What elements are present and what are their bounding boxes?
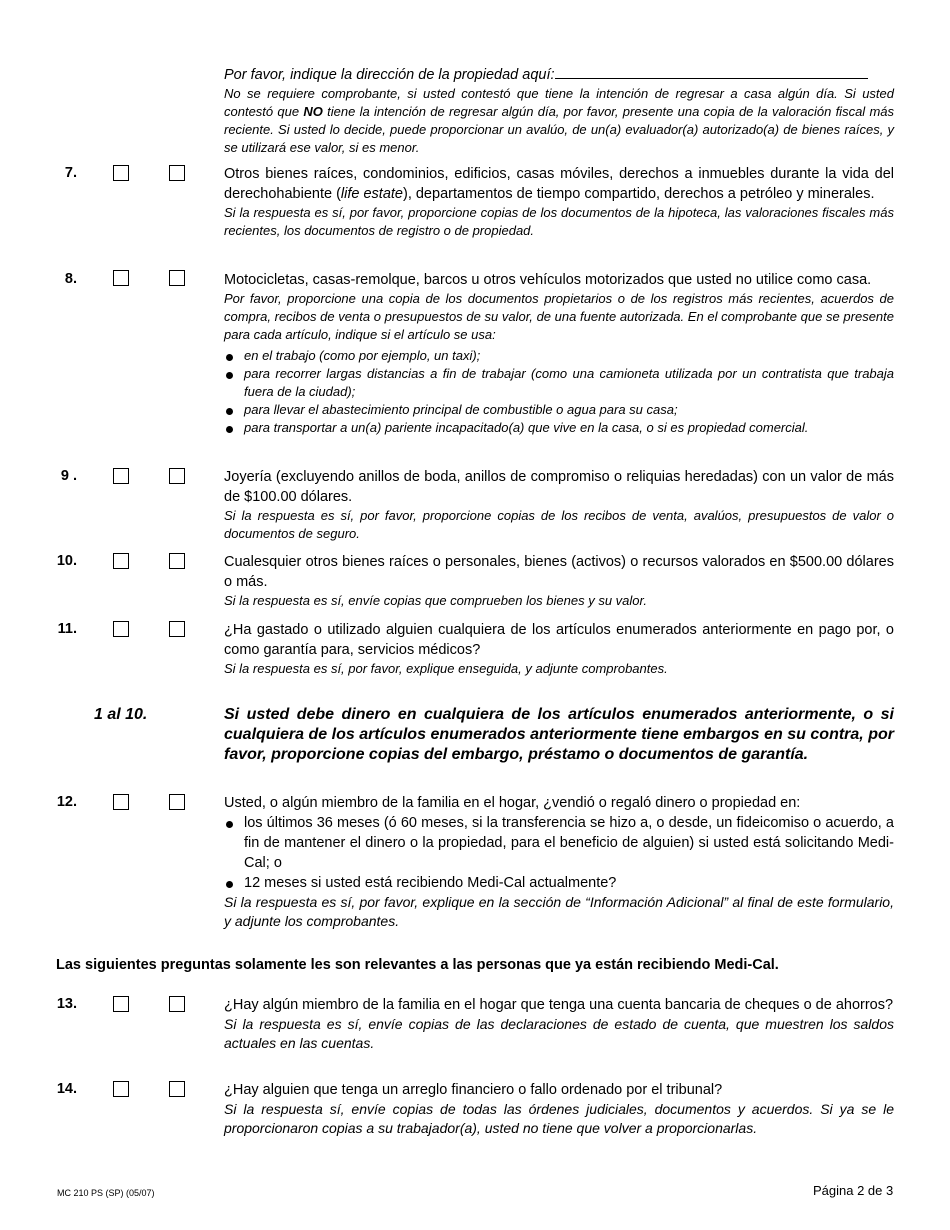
question-9 [224,467,894,543]
question-7-text: Otros bienes raíces, condominios, edificios, casas móviles, derechos a inmuebles durante la vida del derechohabiente (life estate), departamentos de tiempo compartido, derechos a petróleo y minerales. [224,166,894,202]
question-13-yes-checkbox[interactable] [113,996,129,1012]
question-11 [224,620,894,678]
question-12-number: 12. [56,794,77,810]
question-8-yes-checkbox[interactable] [113,270,129,286]
question-12-yes-checkbox[interactable] [113,794,129,810]
question-12-text: Usted, o algún miembro de la familia en el hogar, ¿vendió o regaló dinero o propiedad en: [224,795,801,811]
question-10-yes-checkbox[interactable] [113,553,129,569]
question-12-bullets [224,813,894,893]
question-14-number: 14. [56,1081,77,1097]
question-14 [224,1080,894,1138]
question-8-text: Motocicletas, casas-remolque, barcos u otros vehículos motorizados que usted no utilice como casa. [224,272,872,288]
question-10-no-checkbox[interactable] [169,553,185,569]
question-14-note: Si la respuesta sí, envíe copias de todas las órdenes judiciales, documentos y acuerdos. Si ya se le proporcionaron copias a su trabajador(a), usted no tiene que volver a proporcionarlas. [224,1101,894,1136]
question-7-yes-checkbox[interactable] [113,165,129,181]
range-label: 1 al 10. [94,706,148,723]
page-number: Página 2 de 3 [813,1183,894,1198]
question-11-no-checkbox[interactable] [169,621,185,637]
address-label: Por favor, indique la dirección de la propiedad aquí: [224,67,555,83]
section-heading: Las siguientes preguntas solamente les son relevantes a las personas que ya están recibiendo Medi-Cal. [56,957,779,973]
question-9-note: Si la respuesta es sí, por favor, proporcione copias de los recibos de venta, avalúos, presupuestos de valor o documentos de seguro. [224,508,894,541]
question-10 [224,552,894,610]
address-note: No se requiere comprobante, si usted contestó que tiene la intención de regresar a casa algún día. Si usted contestó que NO tiene la intención de regresar algún día, por favor, presente una copia de la valoración fiscal más reciente. Si usted lo decide, puede proporcionar un avalúo, de un(a) evaluador(a) autorizado(a) de bienes raíces, y se utilizará ese valor, si es menor. [224,86,895,155]
list-item: en el trabajo (como por ejemplo, un taxi); [224,347,894,365]
question-8-no-checkbox[interactable] [169,270,185,286]
question-12 [224,793,894,931]
question-8-bullets [224,347,894,437]
list-item: para llevar el abastecimiento principal de combustible o agua para su casa; [224,401,894,419]
question-12-no-checkbox[interactable] [169,794,185,810]
question-11-yes-checkbox[interactable] [113,621,129,637]
question-13-note: Si la respuesta es sí, envíe copias de las declaraciones de estado de cuenta, que muestren los saldos actuales en las cuentas. [224,1016,894,1051]
question-11-number: 11. [57,621,77,637]
question-7-no-checkbox[interactable] [169,165,185,181]
question-14-yes-checkbox[interactable] [113,1081,129,1097]
question-10-text: Cualesquier otros bienes raíces o personales, bienes (activos) o recursos valorados en $500.00 dólares o más. [224,554,894,590]
question-7 [224,164,894,240]
question-14-no-checkbox[interactable] [169,1081,185,1097]
question-9-no-checkbox[interactable] [169,468,185,484]
question-8-note: Por favor, proporcione una copia de los documentos propietarios o de los registros más recientes, acuerdos de compra, recibos de venta o presupuestos de su valor, de una fuente autorizada. En el comprobante que se presente para cada artículo, indique si el artículo se usa: [224,291,894,342]
question-13-number: 13. [56,996,77,1012]
question-10-number: 10. [56,553,77,569]
question-7-number: 7. [64,165,77,181]
list-item: 12 meses si usted está recibiendo Medi-Cal actualmente? [224,873,894,893]
question-9-number: 9 . [60,468,77,484]
question-9-text: Joyería (excluyendo anillos de boda, anillos de compromiso o reliquias heredadas) con un valor de más de $100.00 dólares. [224,469,894,505]
list-item: los últimos 36 meses (ó 60 meses, si la transferencia se hizo a, o desde, un fideicomiso o acuerdo, a fin de mantener el dinero o la propiedad, para el beneficio de alguien) si usted está solicitando Medi-Cal; o [224,813,894,873]
form-id: MC 210 PS (SP) (05/07) [57,1188,155,1198]
question-11-note: Si la respuesta es sí, por favor, explique enseguida, y adjunte comprobantes. [224,661,668,676]
question-12-note: Si la respuesta es sí, por favor, explique en la sección de “Información Adicional” al final de este formulario, y adjunte los comprobantes. [224,894,894,929]
question-10-note: Si la respuesta es sí, envíe copias que comprueben los bienes y su valor. [224,593,647,608]
question-13-no-checkbox[interactable] [169,996,185,1012]
question-8-number: 8. [64,271,77,287]
question-7-note: Si la respuesta es sí, por favor, proporcione copias de los documentos de la hipoteca, las valoraciones fiscales más recientes, los documentos de registro o de propiedad. [224,205,894,238]
question-13-text: ¿Hay algún miembro de la familia en el hogar que tenga una cuenta bancaria de cheques o de ahorros? [224,997,894,1013]
question-9-yes-checkbox[interactable] [113,468,129,484]
list-item: para recorrer largas distancias a fin de trabajar (como una camioneta utilizada por un contratista que trabaja fuera de la ciudad); [224,365,894,401]
range-text: Si usted debe dinero en cualquiera de los artículos enumerados anteriormente, o si cualquiera de los artículos enumerados anteriormente tiene embargos en su contra, por favor, proporcione copias del embargo, préstamo o documentos de garantía. [224,706,894,763]
question-11-text: ¿Ha gastado o utilizado alguien cualquiera de los artículos enumerados anteriormente en pago por, o como garantía para, servicios médicos? [224,622,894,658]
address-blank-line[interactable] [555,64,868,79]
address-prompt [224,64,894,83]
question-13 [224,995,894,1053]
list-item: para transportar a un(a) pariente incapacitado(a) que vive en la casa, o si es propiedad comercial. [224,419,894,437]
question-8 [224,270,894,437]
question-14-text: ¿Hay alguien que tenga un arreglo financiero o fallo ordenado por el tribunal? [224,1082,723,1098]
